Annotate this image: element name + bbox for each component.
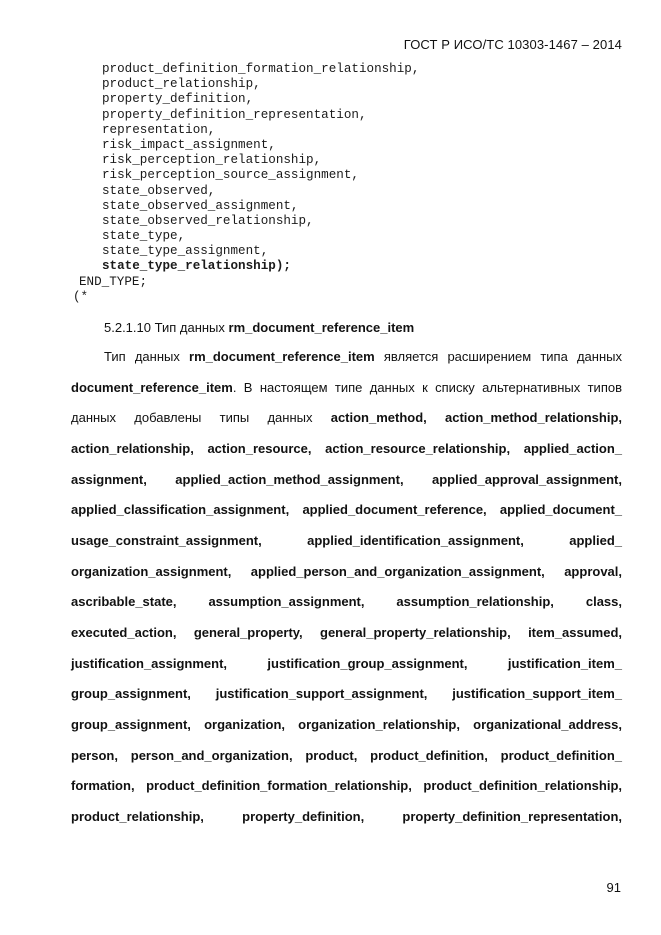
express-code-block: [71, 62, 419, 305]
code-line: product_relationship,: [102, 77, 261, 92]
code-line: representation,: [102, 122, 216, 137]
code-line: state_type_assignment,: [102, 244, 269, 259]
code-line: state_observed_relationship,: [102, 213, 314, 228]
code-line: state_observed_assignment,: [102, 198, 299, 213]
code-line: risk_perception_relationship,: [102, 153, 322, 168]
section-type-name: rm_document_reference_item: [228, 320, 415, 335]
code-last-item: state_type_relationship);: [102, 259, 291, 274]
paragraph-line: [71, 465, 622, 496]
paragraph-line: [71, 771, 622, 802]
paragraph-line: [71, 557, 622, 588]
code-line: risk_perception_source_assignment,: [102, 168, 359, 183]
code-line-last: [71, 259, 419, 274]
code-comment-open: (*: [73, 289, 89, 304]
paragraph-line: [71, 526, 622, 557]
paragraph-intro: Тип данных: [104, 349, 190, 364]
document-header: ГОСТ Р ИСО/ТС 10303-1467 – 2014: [403, 37, 622, 52]
paragraph-type-list: group_assignment, organization, organization_relationship, organizational_address,: [71, 716, 622, 732]
paragraph-line: [71, 649, 622, 680]
paragraph-base-type: document_reference_item: [71, 379, 233, 395]
code-end-type: END_TYPE;: [79, 274, 148, 289]
code-line: product_definition_formation_relationship,: [102, 62, 420, 76]
paragraph-type-list: justification_assignment, justification_group_assignment, justification_item_: [71, 655, 622, 671]
paragraph-type-list: executed_action, general_property, general_property_relationship, item_assumed,: [71, 624, 622, 640]
paragraph-line: [71, 403, 622, 434]
paragraph-line: [71, 802, 622, 833]
code-line: property_definition,: [102, 92, 254, 107]
paragraph-type-list: usage_constraint_assignment, applied_identification_assignment, applied_: [71, 532, 622, 548]
body-paragraph: [71, 342, 622, 833]
paragraph-line: [71, 495, 622, 526]
paragraph-type-list: assignment, applied_action_method_assignment, applied_approval_assignment,: [71, 471, 622, 487]
paragraph-type-list: formation, product_definition_formation_relationship, product_definition_relationship,: [71, 778, 622, 794]
section-heading: [104, 320, 414, 335]
paragraph-type-list: ascribable_state, assumption_assignment, assumption_relationship, class,: [71, 594, 622, 610]
paragraph-line: [71, 373, 622, 404]
paragraph-type-list: product_relationship, property_definition, property_definition_representation,: [71, 808, 622, 824]
paragraph-line: [71, 679, 622, 710]
code-line: property_definition_representation,: [102, 107, 367, 122]
paragraph-line: [71, 618, 622, 649]
paragraph-line: [71, 434, 622, 465]
code-line: state_observed,: [102, 183, 216, 198]
code-line: risk_impact_assignment,: [102, 137, 276, 152]
code-line: state_type,: [102, 229, 186, 244]
paragraph-rest: данных добавлены типы данных: [71, 410, 331, 426]
paragraph-line: [71, 710, 622, 741]
paragraph-type-list: group_assignment, justification_support_assignment, justification_support_item_: [71, 686, 622, 702]
page-number: 91: [606, 880, 621, 895]
paragraph-line: [71, 741, 622, 772]
paragraph-type-list: applied_classification_assignment, applied_document_reference, applied_document_: [71, 502, 622, 518]
paragraph-mid: является расширением типа данных: [374, 349, 622, 364]
paragraph-type-list: action_method, action_method_relationship,: [330, 410, 622, 426]
section-number: 5.2.1.10 Тип данных: [104, 320, 229, 335]
paragraph-type-list: organization_assignment, applied_person_and_organization_assignment, approval,: [71, 563, 622, 579]
paragraph-rest: . В настоящем типе данных к списку альтернативных типов: [232, 379, 622, 395]
paragraph-type-list: action_relationship, action_resource, action_resource_relationship, applied_action_: [71, 440, 622, 456]
paragraph-line: [71, 342, 622, 373]
paragraph-line: [71, 587, 622, 618]
paragraph-type-list: person, person_and_organization, product, product_definition, product_definition_: [71, 747, 622, 763]
paragraph-type-name: rm_document_reference_item: [189, 349, 375, 364]
